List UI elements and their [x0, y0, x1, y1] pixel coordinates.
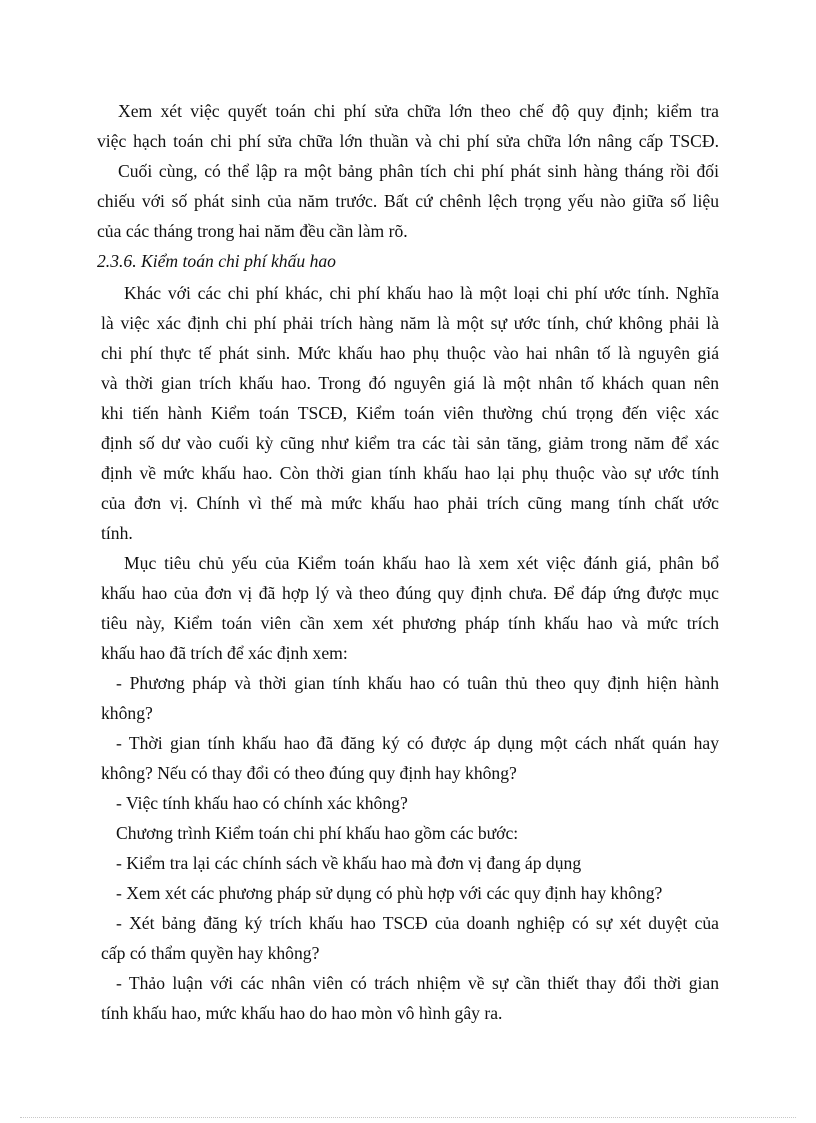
paragraph-line: tiêu này, Kiểm toán viên cần xem xét phương pháp tính khấu hao và mức trích [101, 613, 719, 633]
list-item-line: - Xét bảng đăng ký trích khấu hao TSCĐ của doanh nghiệp có sự xét duyệt của [116, 913, 719, 933]
paragraph-line: việc hạch toán chi phí sửa chữa lớn thuần và chi phí sửa chữa lớn nâng cấp TSCĐ. [97, 131, 719, 151]
paragraph-line: của các tháng trong hai năm đều cần làm rõ. [97, 221, 408, 241]
list-item-line: không? Nếu có thay đổi có theo đúng quy định hay không? [101, 763, 517, 783]
paragraph-line: và thời gian trích khấu hao. Trong đó nguyên giá là một nhân tố khách quan nên [101, 373, 719, 393]
paragraph-line: chiếu với số phát sinh của năm trước. Bất cứ chênh lệch trọng yếu nào giữa số liệu [97, 191, 719, 211]
paragraph-line: Xem xét việc quyết toán chi phí sửa chữa lớn theo chế độ quy định; kiểm tra [118, 101, 719, 121]
list-item-line: tính khấu hao, mức khấu hao do hao mòn vô hình gây ra. [101, 1003, 503, 1023]
paragraph-line: Mục tiêu chủ yếu của Kiểm toán khấu hao là xem xét việc đánh giá, phân bổ [124, 553, 719, 573]
list-item-line: - Xem xét các phương pháp sử dụng có phù hợp với các quy định hay không? [116, 883, 663, 903]
paragraph-line: là việc xác định chi phí phải trích hàng năm là một sự ước tính, chứ không phải là [101, 313, 719, 333]
paragraph-line: định về mức khấu hao. Còn thời gian tính khấu hao lại phụ thuộc vào sự ước tính [101, 463, 719, 483]
paragraph-line: chi phí thực tế phát sinh. Mức khấu hao phụ thuộc vào hai nhân tố là nguyên giá [101, 343, 719, 363]
paragraph-line: định số dư vào cuối kỳ cũng như kiểm tra các tài sản tăng, giảm trong năm để xác [101, 433, 719, 453]
list-item-line: - Việc tính khấu hao có chính xác không? [116, 793, 408, 813]
paragraph-line: khấu hao của đơn vị đã hợp lý và theo đúng quy định chưa. Để đáp ứng được mục [101, 583, 719, 603]
list-item-line: - Thời gian tính khấu hao đã đăng ký có được áp dụng một cách nhất quán hay [116, 733, 719, 753]
paragraph-line: khấu hao đã trích để xác định xem: [101, 643, 348, 663]
paragraph-line: tính. [101, 523, 133, 543]
paragraph-line: Cuối cùng, có thể lập ra một bảng phân tích chi phí phát sinh hàng tháng rồi đối [118, 161, 719, 181]
paragraph-line: khi tiến hành Kiểm toán TSCĐ, Kiểm toán viên thường chú trọng đến việc xác [101, 403, 719, 423]
list-item-line: - Phương pháp và thời gian tính khấu hao có tuân thủ theo quy định hiện hành [116, 673, 719, 693]
list-item-line: cấp có thẩm quyền hay không? [101, 943, 320, 963]
list-item-line: - Thảo luận với các nhân viên có trách nhiệm về sự cần thiết thay đổi thời gian [116, 973, 719, 993]
list-item-line: - Kiểm tra lại các chính sách về khấu hao mà đơn vị đang áp dụng [116, 853, 582, 873]
list-item-line: không? [101, 703, 153, 723]
paragraph-line: Chương trình Kiểm toán chi phí khấu hao gồm các bước: [116, 823, 519, 843]
section-heading: 2.3.6. Kiểm toán chi phí khấu hao [97, 251, 336, 271]
paragraph-line: của đơn vị. Chính vì thế mà mức khấu hao phải trích cũng mang tính chất ước [101, 493, 719, 513]
paragraph-line: Khác với các chi phí khác, chi phí khấu hao là một loại chi phí ước tính. Nghĩa [124, 283, 719, 303]
page-bottom-divider [20, 1117, 796, 1118]
